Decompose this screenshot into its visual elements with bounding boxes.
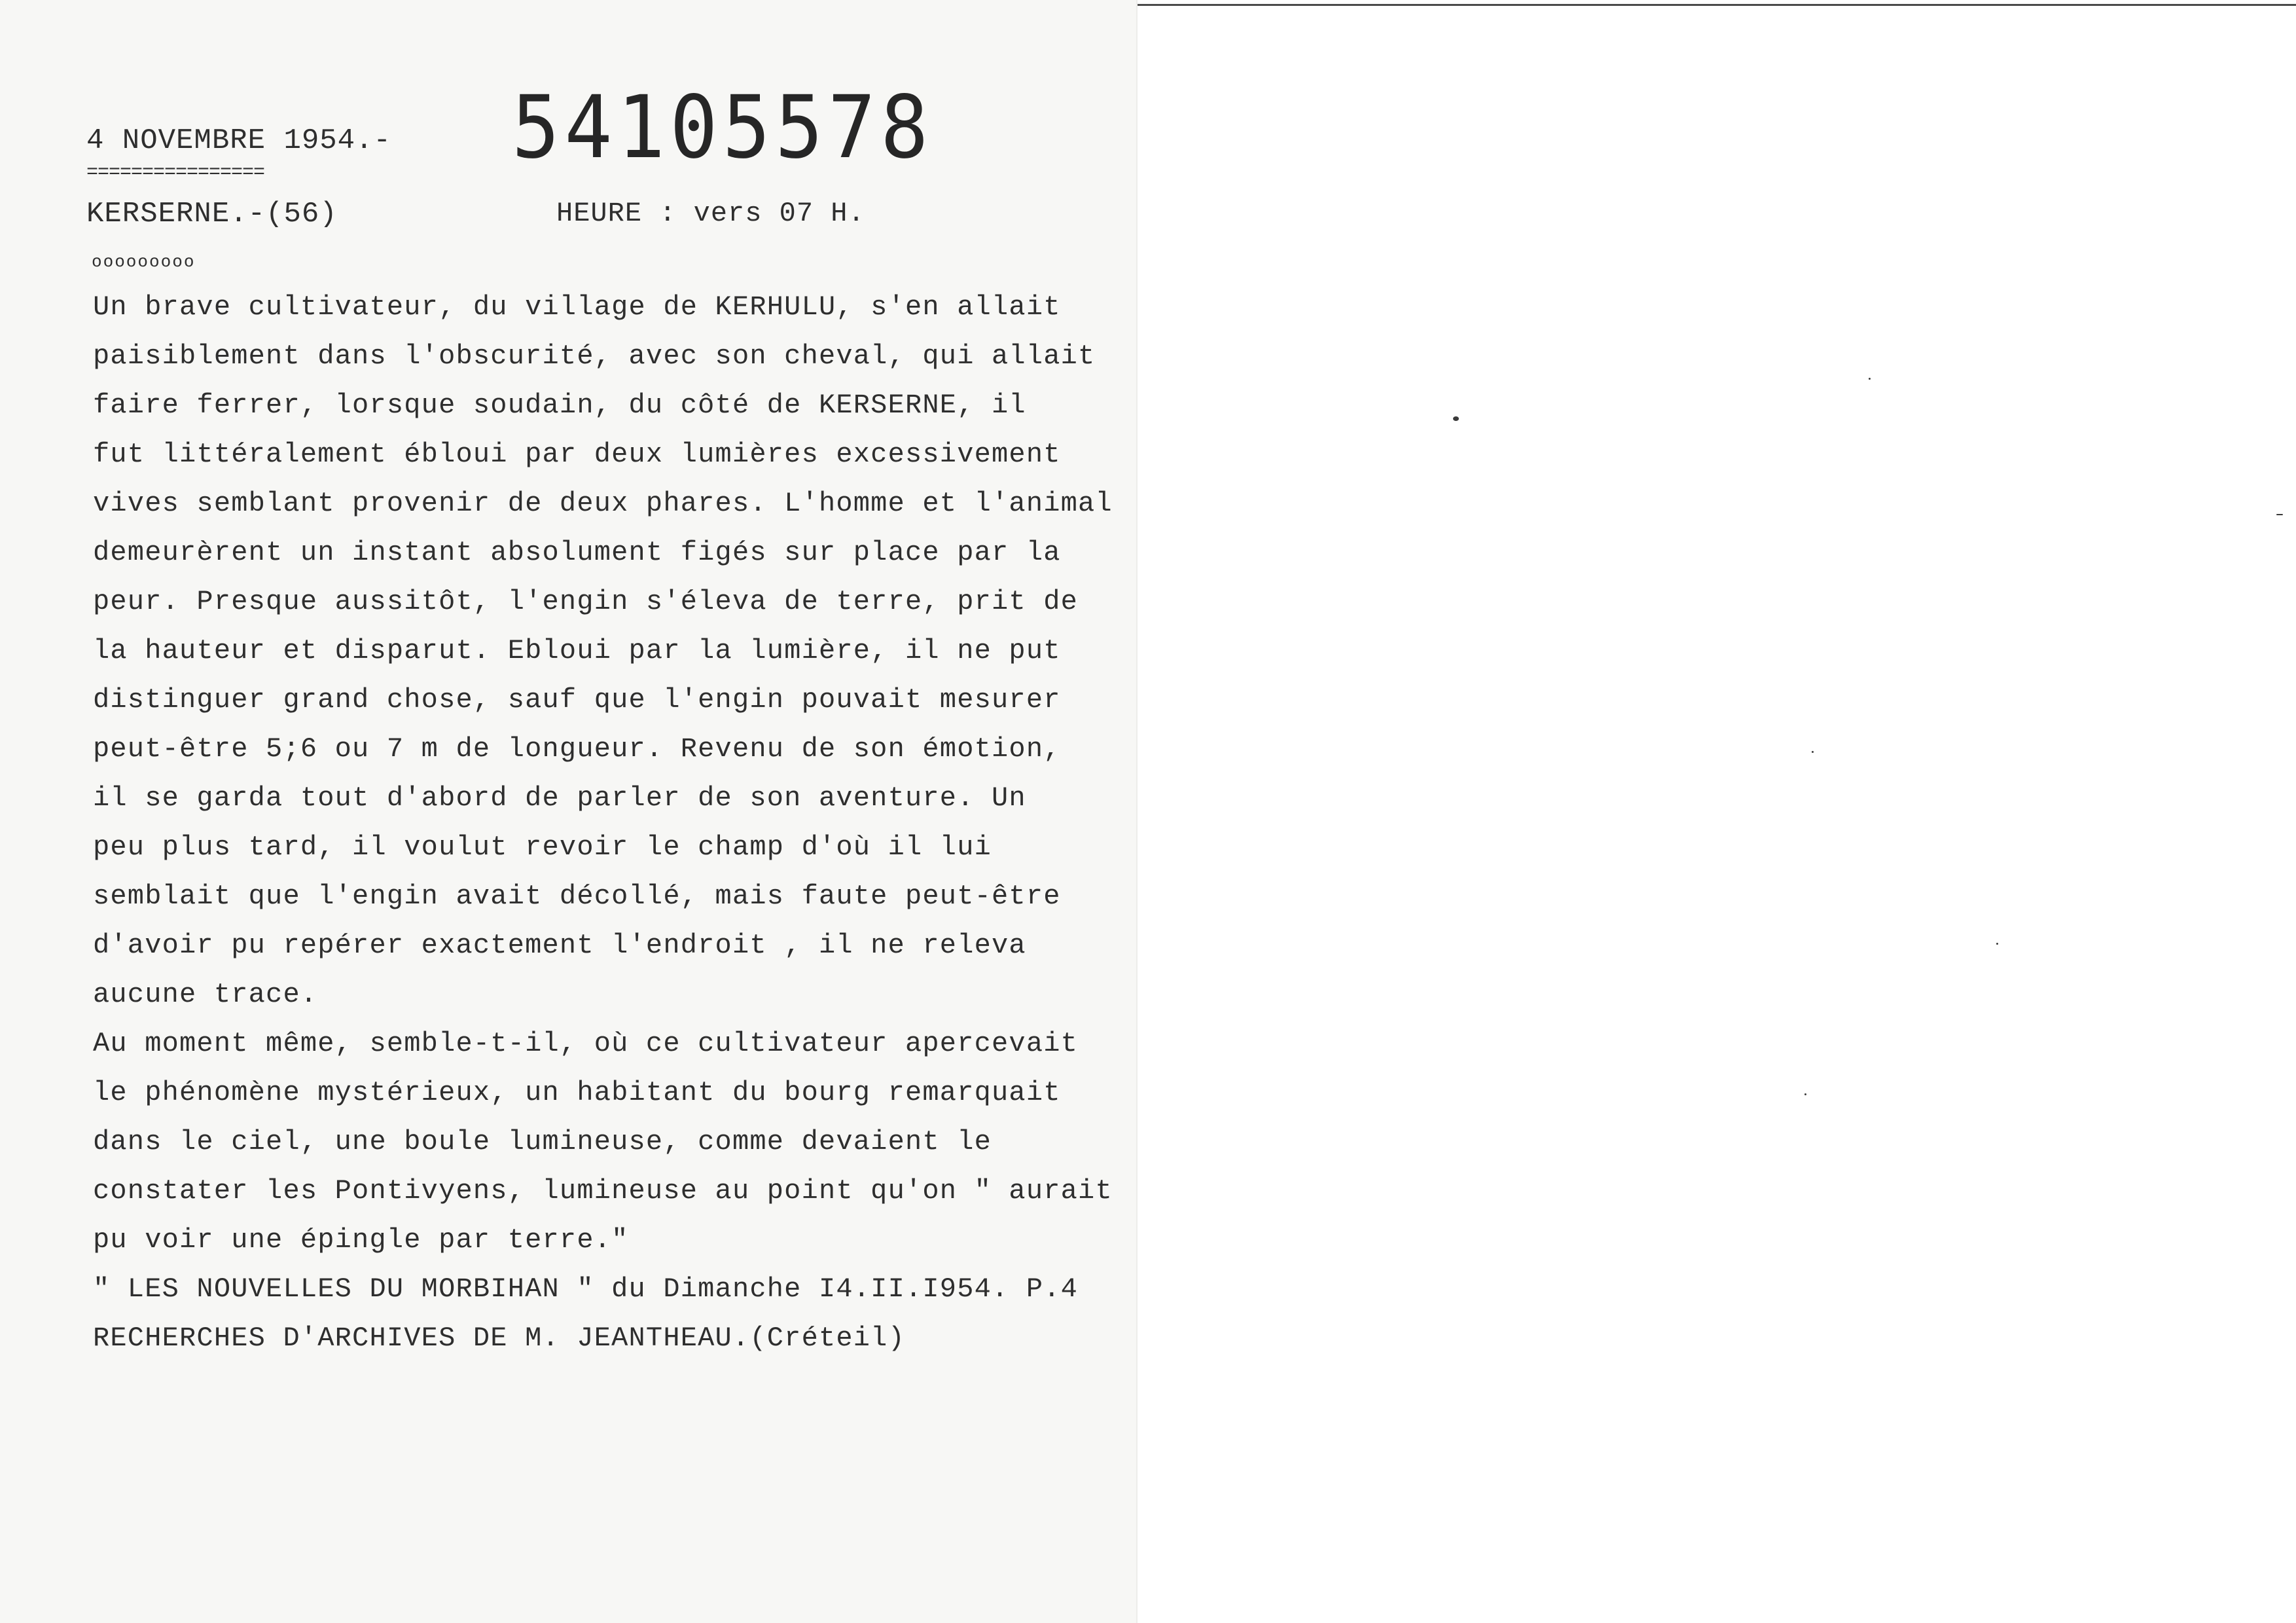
body-line: pu voir une épingle par terre."	[93, 1224, 629, 1256]
body-line: paisiblement dans l'obscurité, avec son cheval, qui allait	[93, 340, 1096, 372]
body-line: constater les Pontivyens, lumineuse au point qu'on " aurait	[93, 1175, 1113, 1207]
body-line: d'avoir pu repérer exactement l'endroit , il ne releva	[93, 930, 1026, 961]
report-place: KERSERNE.-(56)	[86, 198, 338, 230]
separator-circles: ooooooooo	[92, 252, 196, 272]
blank-sheet	[1138, 0, 2296, 1623]
body-line: il se garda tout d'abord de parler de son aventure. Un	[93, 782, 1026, 814]
dust-speck	[1812, 751, 1814, 753]
body-line: peu plus tard, il voulut revoir le champ d'où il lui	[93, 831, 992, 863]
dust-speck	[1869, 378, 1871, 380]
body-line: faire ferrer, lorsque soudain, du côté de KERSERNE, il	[93, 390, 1026, 421]
body-line: distinguer grand chose, sauf que l'engin pouvait mesurer	[93, 684, 1061, 716]
body-line: Au moment même, semble-t-il, où ce cultivateur apercevait	[93, 1028, 1079, 1059]
dust-speck	[1804, 1093, 1806, 1095]
report-date: 4 NOVEMBRE 1954.-	[86, 124, 391, 157]
archive-credit: RECHERCHES D'ARCHIVES DE M. JEANTHEAU.(Créteil)	[93, 1322, 905, 1354]
report-body	[93, 283, 1140, 1363]
body-line: vives semblant provenir de deux phares. L'homme et l'animal	[93, 488, 1113, 519]
date-underline: ================	[86, 162, 265, 184]
body-line: semblait que l'engin avait décollé, mais faute peut-être	[93, 881, 1061, 912]
dust-speck	[2276, 514, 2283, 515]
dust-speck	[1996, 943, 1998, 945]
source-citation: " LES NOUVELLES DU MORBIHAN " du Dimanche I4.II.I954. P.4	[93, 1273, 1079, 1305]
body-line: fut littéralement ébloui par deux lumières excessivement	[93, 439, 1061, 470]
body-line: peur. Presque aussitôt, l'engin s'éleva de terre, prit de	[93, 586, 1079, 617]
body-line: peut-être 5;6 ou 7 m de longueur. Revenu de son émotion,	[93, 733, 1061, 765]
report-time: HEURE : vers 07 H.	[556, 198, 865, 229]
body-line: aucune trace.	[93, 979, 318, 1010]
dust-speck	[1453, 416, 1459, 421]
case-number-stamp: 54105578	[512, 77, 933, 178]
body-line: dans le ciel, une boule lumineuse, comme devaient le	[93, 1126, 992, 1158]
body-line: Un brave cultivateur, du village de KERHULU, s'en allait	[93, 291, 1061, 323]
body-line: demeurèrent un instant absolument figés sur place par la	[93, 537, 1061, 568]
body-line: le phénomène mystérieux, un habitant du bourg remarquait	[93, 1077, 1061, 1108]
body-line: la hauteur et disparut. Ebloui par la lumière, il ne put	[93, 635, 1061, 666]
sheet-edge-rule	[1138, 4, 2296, 6]
